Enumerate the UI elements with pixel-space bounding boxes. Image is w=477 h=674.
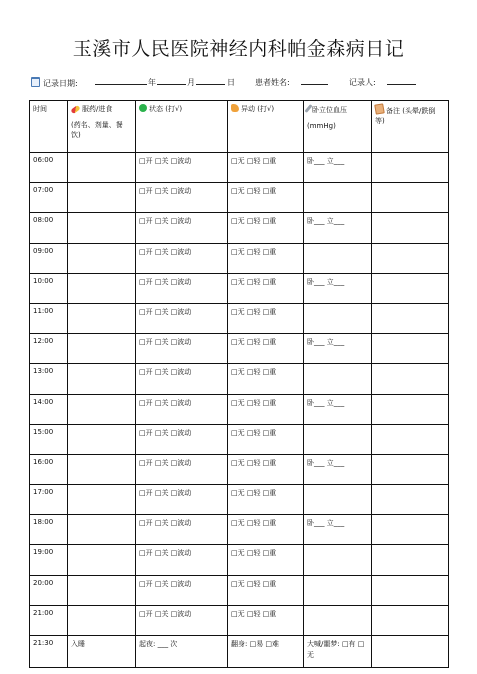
status-options[interactable]: □开 □关 □波动 [136, 364, 228, 394]
status-options[interactable]: □开 □关 □波动 [136, 243, 228, 273]
header-status: 状态 (打√) [136, 101, 228, 153]
status-options[interactable]: □开 □关 □波动 [136, 273, 228, 303]
notes-cell[interactable] [372, 364, 449, 394]
status-options[interactable]: □开 □关 □波动 [136, 213, 228, 243]
time-cell: 12:00 [30, 334, 68, 364]
status-options[interactable]: □开 □关 □波动 [136, 454, 228, 484]
flexed-arm-icon [231, 104, 239, 112]
notes-cell[interactable] [372, 153, 449, 183]
medication-cell[interactable] [68, 575, 136, 605]
table-header-row [30, 101, 449, 153]
year-blank[interactable] [95, 77, 147, 87]
status-options[interactable]: □开 □关 □波动 [136, 575, 228, 605]
green-circle-icon [139, 104, 147, 112]
header-dyskinesia: 异动 (打√) [228, 101, 304, 153]
memo-icon [374, 103, 385, 114]
bp-cell[interactable] [304, 303, 372, 333]
medication-cell[interactable] [68, 273, 136, 303]
table-row [30, 424, 449, 454]
header-medication: 服药/进食 (药名、剂量、餐饮) [68, 101, 136, 153]
dyskinesia-options[interactable]: □无 □轻 □重 [228, 394, 304, 424]
dyskinesia-options[interactable]: □无 □轻 □重 [228, 575, 304, 605]
status-options[interactable]: □开 □关 □波动 [136, 394, 228, 424]
diary-table [29, 100, 449, 668]
time-cell: 09:00 [30, 243, 68, 273]
header-medication-sub: (药名、剂量、餐饮) [71, 121, 123, 139]
status-options[interactable]: □开 □关 □波动 [136, 303, 228, 333]
dyskinesia-options[interactable]: □无 □轻 □重 [228, 273, 304, 303]
bp-cell[interactable]: 卧___ 立___ [304, 454, 372, 484]
status-options[interactable]: □开 □关 □波动 [136, 545, 228, 575]
dyskinesia-options[interactable]: □无 □轻 □重 [228, 183, 304, 213]
header-time: 时间 [30, 101, 68, 153]
medication-cell[interactable] [68, 424, 136, 454]
month-label: 月 [187, 78, 195, 87]
dyskinesia-options[interactable]: □无 □轻 □重 [228, 364, 304, 394]
medication-cell[interactable] [68, 394, 136, 424]
medication-cell[interactable] [68, 605, 136, 635]
dyskinesia-options[interactable]: □无 □轻 □重 [228, 545, 304, 575]
dyskinesia-options[interactable]: □无 □轻 □重 [228, 485, 304, 515]
dyskinesia-options[interactable]: □无 □轻 □重 [228, 213, 304, 243]
time-cell: 21:00 [30, 605, 68, 635]
medication-cell[interactable] [68, 364, 136, 394]
patient-name-blank[interactable] [301, 77, 328, 87]
bp-cell[interactable] [304, 183, 372, 213]
dyskinesia-options[interactable]: □无 □轻 □重 [228, 334, 304, 364]
table-row [30, 485, 449, 515]
page-title: 玉溪市人民医院神经内科帕金森病日记 [72, 38, 405, 60]
header-bp: 卧立位血压 (mmHg) [304, 101, 372, 153]
time-cell: 15:00 [30, 424, 68, 454]
bp-cell[interactable] [304, 364, 372, 394]
dyskinesia-options[interactable]: □无 □轻 □重 [228, 454, 304, 484]
notes-cell[interactable] [372, 605, 449, 635]
bp-cell[interactable] [304, 424, 372, 454]
table-row [30, 334, 449, 364]
dyskinesia-options[interactable]: □无 □轻 □重 [228, 303, 304, 333]
bp-cell[interactable]: 卧___ 立___ [304, 153, 372, 183]
time-cell: 08:00 [30, 213, 68, 243]
table-row [30, 605, 449, 635]
table-row [30, 243, 449, 273]
time-cell: 18:00 [30, 515, 68, 545]
status-options[interactable]: □开 □关 □波动 [136, 153, 228, 183]
notes-cell[interactable] [372, 243, 449, 273]
medication-cell[interactable] [68, 153, 136, 183]
sleep-cell: 入睡 [68, 636, 136, 668]
bp-cell[interactable]: 卧___ 立___ [304, 213, 372, 243]
table-row [30, 515, 449, 545]
notes-cell[interactable] [372, 454, 449, 484]
notes-cell[interactable] [372, 334, 449, 364]
status-options[interactable]: □开 □关 □波动 [136, 605, 228, 635]
day-blank[interactable] [196, 77, 225, 87]
patient-name-label: 患者姓名: [255, 78, 290, 87]
notes-cell[interactable] [372, 636, 449, 668]
notes-cell[interactable] [372, 303, 449, 333]
dyskinesia-options[interactable]: □无 □轻 □重 [228, 424, 304, 454]
notes-cell[interactable] [372, 545, 449, 575]
notes-cell[interactable] [372, 183, 449, 213]
time-cell: 10:00 [30, 273, 68, 303]
medication-cell[interactable] [68, 243, 136, 273]
table-row-bedtime [30, 636, 449, 668]
bp-cell[interactable] [304, 485, 372, 515]
recorder-blank[interactable] [387, 77, 416, 87]
time-cell: 19:00 [30, 545, 68, 575]
day-label: 日 [227, 78, 235, 87]
notes-cell[interactable] [372, 424, 449, 454]
time-cell: 20:00 [30, 575, 68, 605]
dyskinesia-options[interactable]: □无 □轻 □重 [228, 243, 304, 273]
notes-cell[interactable] [372, 485, 449, 515]
table-row [30, 545, 449, 575]
dyskinesia-options[interactable]: □无 □轻 □重 [228, 515, 304, 545]
status-options[interactable]: □开 □关 □波动 [136, 334, 228, 364]
header-notes: 备注 (头晕/跌倒等) [372, 101, 449, 153]
dyskinesia-options[interactable]: □无 □轻 □重 [228, 605, 304, 635]
header-bp-sub: (mmHg) [307, 122, 336, 130]
night-waking-field[interactable]: 起夜: ___ 次 [136, 636, 228, 668]
status-options[interactable]: □开 □关 □波动 [136, 183, 228, 213]
date-field[interactable]: 记录日期: [31, 77, 78, 89]
status-options[interactable]: □开 □关 □波动 [136, 485, 228, 515]
table-row [30, 364, 449, 394]
bp-cell[interactable]: 卧___ 立___ [304, 334, 372, 364]
bp-cell[interactable] [304, 575, 372, 605]
table-row [30, 183, 449, 213]
calendar-icon [31, 77, 40, 87]
medication-cell[interactable] [68, 515, 136, 545]
year-label: 年 [148, 78, 156, 87]
bp-cell[interactable]: 卧___ 立___ [304, 515, 372, 545]
table-row [30, 213, 449, 243]
medication-cell[interactable] [68, 303, 136, 333]
time-cell: 16:00 [30, 454, 68, 484]
status-options[interactable]: □开 □关 □波动 [136, 424, 228, 454]
recorder-label: 记录人: [349, 78, 376, 87]
medication-cell[interactable] [68, 213, 136, 243]
table-row [30, 454, 449, 484]
time-cell: 21:30 [30, 636, 68, 668]
status-options[interactable]: □开 □关 □波动 [136, 515, 228, 545]
bp-cell[interactable] [304, 605, 372, 635]
bp-cell[interactable] [304, 243, 372, 273]
table-row [30, 273, 449, 303]
table-row [30, 303, 449, 333]
month-blank[interactable] [157, 77, 186, 87]
table-row [30, 153, 449, 183]
medication-cell[interactable] [68, 454, 136, 484]
notes-cell[interactable] [372, 575, 449, 605]
table-row [30, 575, 449, 605]
time-cell: 17:00 [30, 485, 68, 515]
time-cell: 06:00 [30, 153, 68, 183]
dyskinesia-options[interactable]: □无 □轻 □重 [228, 153, 304, 183]
table-row [30, 394, 449, 424]
shouting-nightmare-options[interactable]: 大喊/噩梦: □有 □无 [304, 636, 372, 668]
time-cell: 14:00 [30, 394, 68, 424]
turning-over-options[interactable]: 翻身: □易 □难 [228, 636, 304, 668]
bp-cell[interactable] [304, 545, 372, 575]
time-cell: 07:00 [30, 183, 68, 213]
notes-cell[interactable] [372, 273, 449, 303]
notes-cell[interactable] [372, 394, 449, 424]
bp-cell[interactable]: 卧___ 立___ [304, 394, 372, 424]
notes-cell[interactable] [372, 515, 449, 545]
medication-cell[interactable] [68, 183, 136, 213]
medication-cell[interactable] [68, 485, 136, 515]
pill-icon [70, 105, 80, 114]
medication-cell[interactable] [68, 334, 136, 364]
bp-cell[interactable]: 卧___ 立___ [304, 273, 372, 303]
medication-cell[interactable] [68, 545, 136, 575]
time-cell: 13:00 [30, 364, 68, 394]
time-cell: 11:00 [30, 303, 68, 333]
notes-cell[interactable] [372, 213, 449, 243]
